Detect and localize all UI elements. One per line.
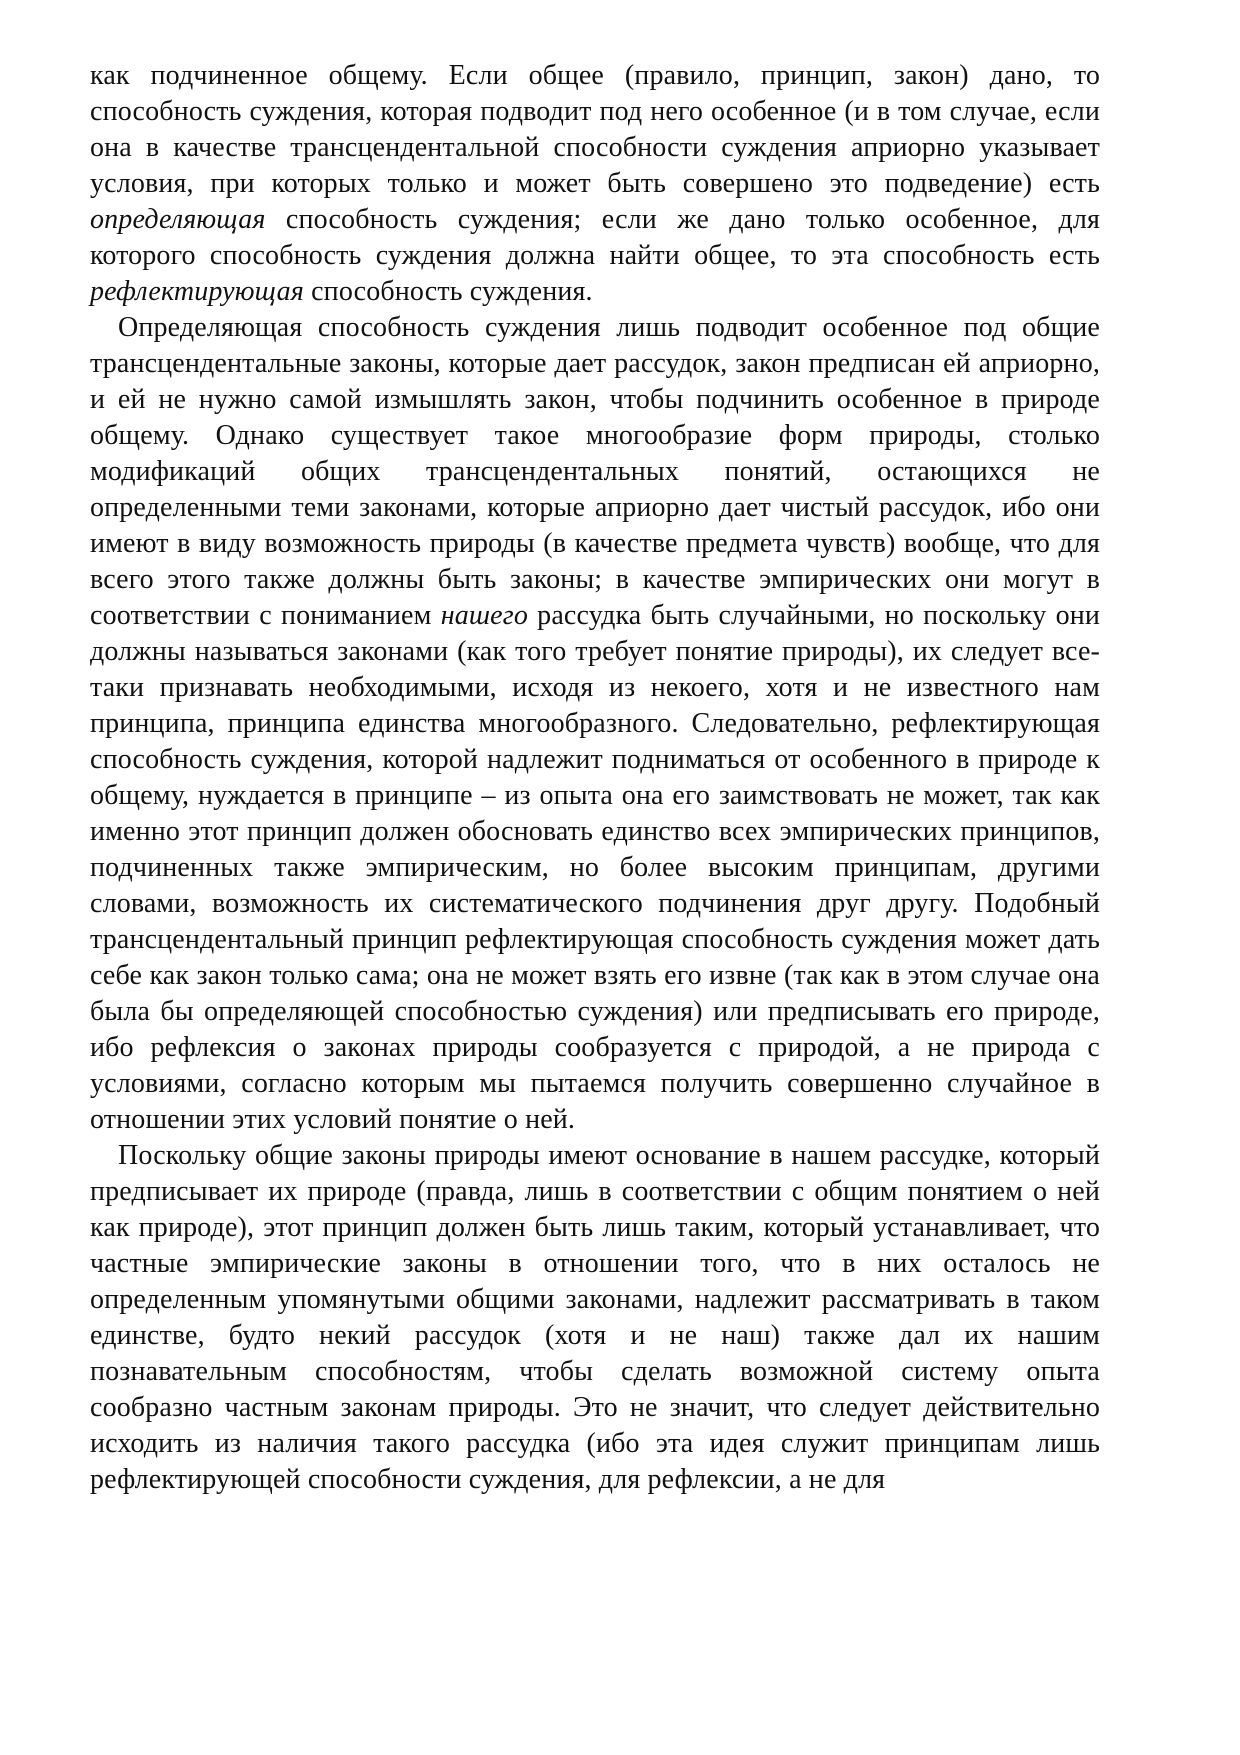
paragraph-1-italic-opredelyayushchaya: определяющая (90, 204, 266, 235)
paragraph-2-text-2: рассудка быть случайными, но поскольку они должны называться законами (как того требует понятие природы), их следует все-таки признавать необходимыми, исходя из некоего, хотя и не известного нам принципа, принципа единства многообразного. Следовательно, рефлектирующая способность суждения, которой надлежит подниматься от особенного в природе к общему, нуждается в принципе – из опыта она его заимствовать не может, так как именно этот принцип должен обосновать единство всех эмпирических принципов, подчиненных также эмпирическим, но более высоким принципам, другими словами, возможность их систематического подчинения друг другу. Подобный трансцендентальный принцип рефлектирующая способность суждения может дать себе как закон только сама; она не может взять его извне (так как в этом случае она была бы определяющей способностью суждения) или предписывать его природе, ибо рефлексия о законах природы сообразуется с природой, а не природа с условиями, согласно которым мы пытаемся получить совершенно случайное в отношении этих условий понятие о ней. (90, 600, 1100, 1135)
paragraph-1-text-3: способность суждения. (303, 276, 593, 307)
document-page (90, 58, 1100, 1498)
paragraph-1-text-1: как подчиненное общему. Если общее (правило, принцип, закон) дано, то способность суждения, которая подводит под него особенное (и в том случае, если она в качестве трансцендентальной способности суждения априорно указывает условия, при которых только и может быть совершено это подведение) есть (90, 60, 1100, 199)
paragraph-3-text-1: Поскольку общие законы природы имеют основание в нашем рассудке, который предписывает их природе (правда, лишь в соответствии с общим понятием о ней как природе), этот принцип должен быть лишь таким, который устанавливает, что частные эмпирические законы в отношении того, что в них осталось не определенным упомянутыми общими законами, надлежит рассматривать в таком единстве, будто некий рассудок (хотя и не наш) также дал их нашим познавательным способностям, чтобы сделать возможной систему опыта сообразно частным законам природы. Это не значит, что следует действительно исходить из наличия такого рассудка (ибо эта идея служит принципам лишь рефлектирующей способности суждения, для рефлексии, а не для (90, 1140, 1100, 1495)
paragraph-1 (90, 58, 1100, 310)
paragraph-3 (90, 1138, 1100, 1498)
paragraph-2 (90, 310, 1100, 1138)
paragraph-2-italic-nashego: нашего (440, 600, 528, 631)
paragraph-2-text-1: Определяющая способность суждения лишь подводит особенное под общие трансцендентальные законы, которые дает рассудок, закон предписан ей априорно, и ей не нужно самой измышлять закон, чтобы подчинить особенное в природе общему. Однако существует такое многообразие форм природы, столько модификаций общих трансцендентальных понятий, остающихся не определенными теми законами, которые априорно дает чистый рассудок, ибо они имеют в виду возможность природы (в качестве предмета чувств) вообще, что для всего этого также должны быть законы; в качестве эмпирических они могут в соответствии с пониманием (90, 312, 1100, 631)
paragraph-1-text-2: способность суждения; если же дано только особенное, для которого способность суждения должна найти общее, то эта способность есть (90, 204, 1100, 271)
paragraph-1-italic-reflektiruyushchaya: рефлектирующая (90, 276, 304, 307)
